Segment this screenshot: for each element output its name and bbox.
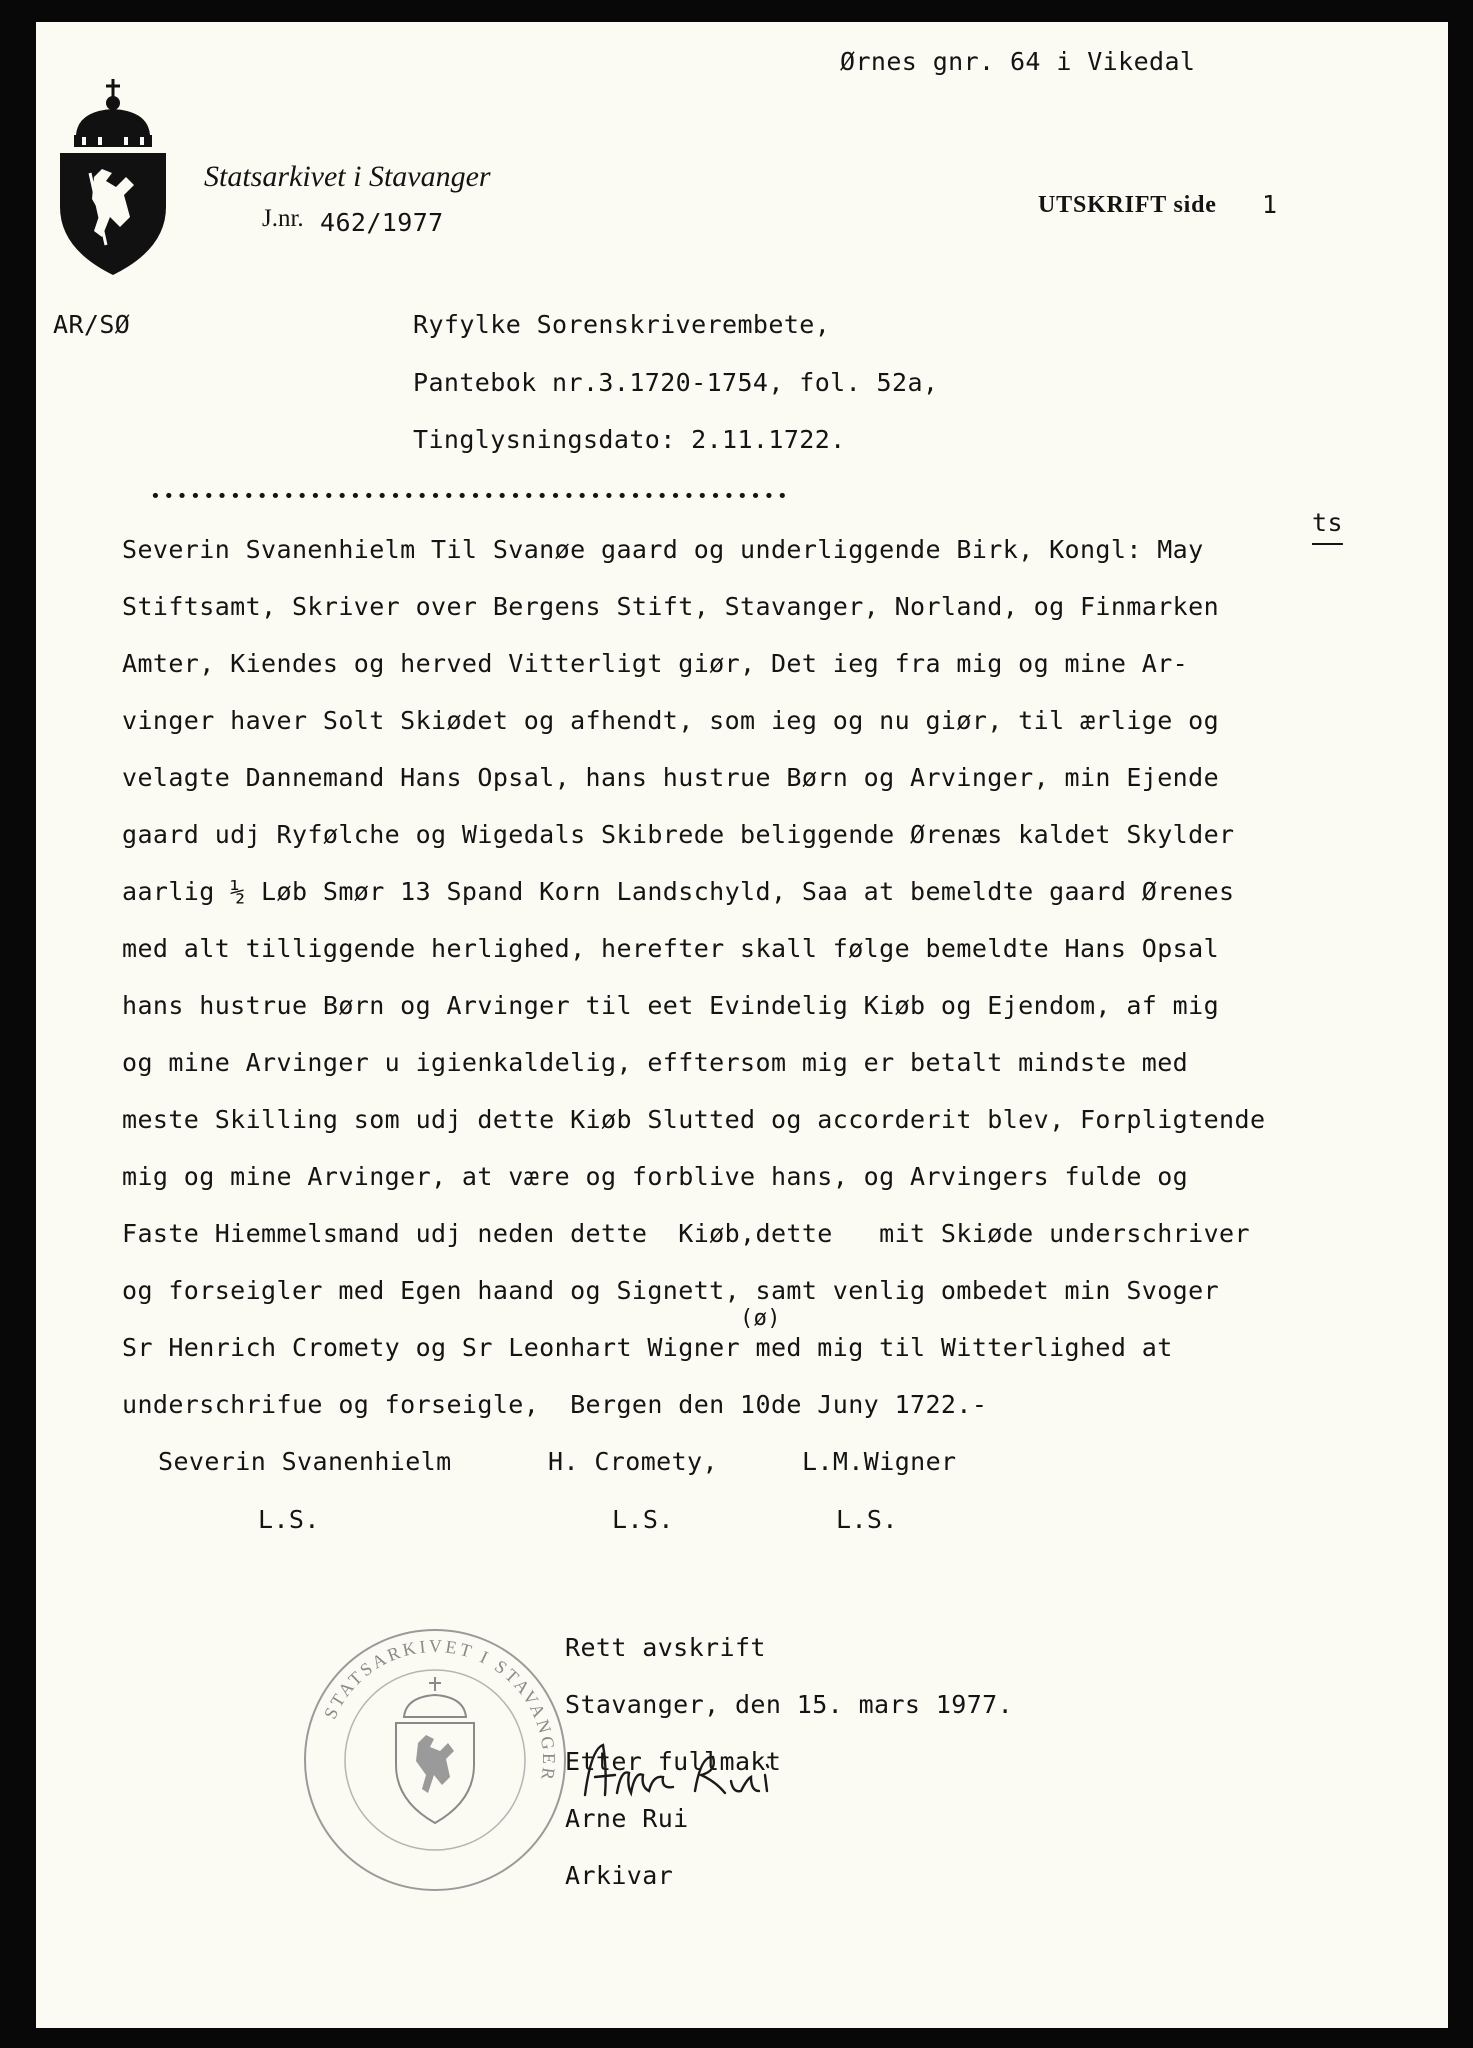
body-line: Severin Svanenhielm Til Svanøe gaard og underliggende Birk, Kongl: May	[122, 535, 1204, 564]
attestation-name: Arne Rui	[565, 1804, 689, 1833]
handwritten-signature	[555, 1735, 795, 1805]
body-line: velagte Dannemand Hans Opsal, hans hustrue Børn og Arvinger, min Ejende	[122, 763, 1220, 792]
jnr-value: 462/1977	[320, 208, 444, 237]
initials: AR/SØ	[53, 310, 131, 339]
dotted-divider: ••••••••••••••••••••••••••••••••••••••••••••••••	[150, 486, 791, 507]
printout-label: UTSKRIFT side	[1038, 192, 1217, 218]
attestation-line-3: Etter fullmakt	[565, 1747, 782, 1776]
property-reference: Ørnes gnr. 64 i Vikedal	[840, 47, 1196, 76]
attestation-title: Arkivar	[565, 1861, 674, 1890]
source-line-3: Tinglysningsdato: 2.11.1722.	[413, 425, 846, 454]
signatory-name: Severin Svanenhielm	[158, 1447, 452, 1476]
signatory-name: L.M.Wigner	[802, 1447, 957, 1476]
body-line: gaard udj Ryfølche og Wigedals Skibrede beliggende Ørenæs kaldet Skylder	[122, 820, 1235, 849]
body-line: med alt tilliggende herlighed, herefter skall følge bemeldte Hans Opsal	[122, 934, 1220, 963]
superscript-ts: ts	[1312, 508, 1343, 537]
printout-page-number: 1	[1262, 190, 1278, 219]
body-line: aarlig ½ Løb Smør 13 Spand Korn Landschyld, Saa at bemeldte gaard Ørenes	[122, 877, 1235, 906]
jnr-label: J.nr.	[262, 205, 304, 232]
body-line: mig og mine Arvinger, at være og forblive hans, og Arvingers fulde og	[122, 1162, 1189, 1191]
seal-mark: L.S.	[836, 1505, 898, 1534]
body-line: Stiftsamt, Skriver over Bergens Stift, Stavanger, Norland, og Finmarken	[122, 592, 1220, 621]
seal-mark: L.S.	[258, 1505, 320, 1534]
source-line-1: Ryfylke Sorenskriverembete,	[413, 310, 831, 339]
body-line: Faste Hiemmelsmand udj neden dette Kiøb,dette mit Skiøde underschriver	[122, 1219, 1250, 1248]
stamp-text: STATSARKIVET I STAVANGER	[319, 1635, 560, 1784]
archive-seal-icon	[300, 1625, 570, 1895]
institution-name: Statsarkivet i Stavanger	[204, 160, 491, 193]
body-line: hans hustrue Børn og Arvinger til eet Evindelig Kiøb og Ejendom, af mig	[122, 991, 1220, 1020]
attestation-line-2: Stavanger, den 15. mars 1977.	[565, 1690, 1014, 1719]
source-line-2: Pantebok nr.3.1720-1754, fol. 52a,	[413, 368, 939, 397]
body-line: Sr Henrich Cromety og Sr Leonhart Wigner med mig til Witterlighed at	[122, 1333, 1173, 1362]
body-line: Amter, Kiendes og herved Vitterligt giør, Det ieg fra mig og mine Ar-	[122, 649, 1189, 678]
superscript-o: (ø)	[740, 1306, 781, 1331]
body-line: og forseigler med Egen haand og Signett, samt venlig ombedet min Svoger	[122, 1276, 1220, 1305]
body-line: og mine Arvinger u igienkaldelig, efftersom mig er betalt mindste med	[122, 1048, 1189, 1077]
signatory-name: H. Cromety,	[548, 1447, 718, 1476]
body-line: underschrifue og forseigle, Bergen den 10de Juny 1722.-	[122, 1390, 988, 1419]
norwegian-coat-of-arms-icon	[54, 77, 172, 277]
seal-mark: L.S.	[612, 1505, 674, 1534]
body-line: vinger haver Solt Skiødet og afhendt, som ieg og nu giør, til ærlige og	[122, 706, 1220, 735]
body-line: meste Skilling som udj dette Kiøb Slutted og accorderit blev, Forpligtende	[122, 1105, 1266, 1134]
attestation-line-1: Rett avskrift	[565, 1633, 766, 1662]
